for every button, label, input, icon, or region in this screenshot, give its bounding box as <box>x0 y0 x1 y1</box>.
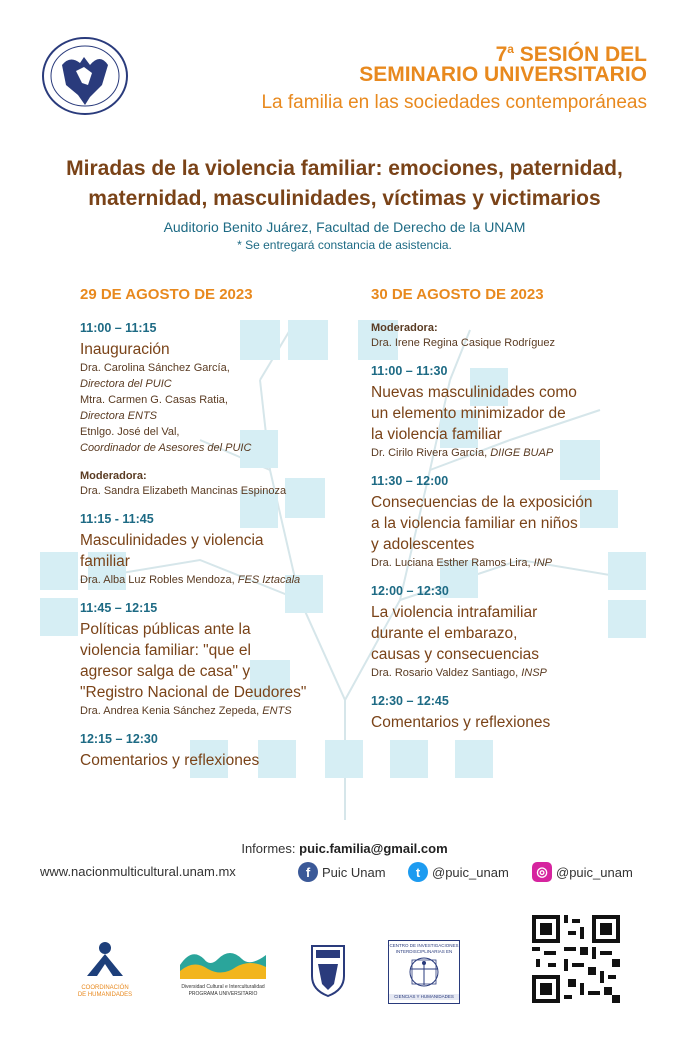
event-title: Miradas de la violencia familiar: emociones, paternidad, maternidad, masculinidades, víctimas y victimarios <box>66 157 623 210</box>
session-time: 12:30 – 12:45 <box>371 694 449 708</box>
facebook-link[interactable]: f Puic Unam <box>298 862 386 882</box>
day1-column <box>80 286 380 784</box>
day1-moderator <box>80 469 380 499</box>
session-title: Comentarios y reflexiones <box>80 752 260 769</box>
facebook-icon: f <box>298 862 318 882</box>
day2-session4 <box>371 694 671 733</box>
twitter-icon: t <box>408 862 428 882</box>
day2-date: 30 DE AGOSTO DE 2023 <box>371 286 544 303</box>
day2-moderator <box>371 321 671 351</box>
twitter-link[interactable]: t @puic_unam <box>408 862 509 882</box>
speaker-role: Coordinador de Asesores del PUIC <box>80 442 252 454</box>
moderator-label: Moderadora: <box>80 470 147 482</box>
speaker: Dra. Rosario Valdez Santiago, INSP <box>371 667 547 679</box>
day1-session4 <box>80 732 380 771</box>
day1-session1 <box>80 321 380 456</box>
speaker-role: Directora ENTS <box>80 410 158 422</box>
speaker: Dra. Alba Luz Robles Mendoza, FES Iztacala <box>80 574 301 586</box>
session-time: 11:15 - 11:45 <box>80 512 154 526</box>
speaker: Dra. Carolina Sánchez García, <box>80 362 230 374</box>
diversidad-cultural-logo: Diversidad Cultural e Interculturalidad PROGRAMA UNIVERSITARIO <box>176 945 270 1001</box>
session-title: Nuevas masculinidades como un elemento minimizador de la violencia familiar <box>371 384 577 443</box>
speaker-role: Directora del PUIC <box>80 378 172 390</box>
session-title: Inauguración <box>80 341 170 358</box>
attendance-note: * Se entregará constancia de asistencia. <box>237 238 452 252</box>
unam-logo <box>40 35 130 117</box>
session-title: Políticas públicas ante la violencia familiar: "que el agresor salga de casa" y "Registro Nacional de Deudores" <box>80 621 307 701</box>
qr-code[interactable] <box>532 915 620 1003</box>
speaker: Mtra. Carmen G. Casas Ratia, <box>80 394 228 406</box>
seminar-heading: SEMINARIO UNIVERSITARIO <box>359 63 647 86</box>
day2-session3 <box>371 584 671 681</box>
moderator-label: Moderadora: <box>371 322 438 334</box>
contact-info: Informes: puic.familia@gmail.com <box>241 841 448 856</box>
day2-session1 <box>371 364 671 461</box>
venue: Auditorio Benito Juárez, Facultad de Derecho de la UNAM <box>163 219 526 235</box>
session-title: Masculinidades y violencia familiar <box>80 532 264 570</box>
session-title: La violencia intrafamiliar durante el embarazo, causas y consecuencias <box>371 604 540 663</box>
session-title: Comentarios y reflexiones <box>371 714 551 731</box>
session-time: 11:30 – 12:00 <box>371 474 449 488</box>
speaker: Dra. Luciana Esther Ramos Lira, INP <box>371 557 552 569</box>
speaker: Dr. Cirilo Rivera García, DIIGE BUAP <box>371 447 554 459</box>
day2-column <box>371 286 671 746</box>
session-time: 11:45 – 12:15 <box>80 601 158 615</box>
session-title: Consecuencias de la exposición a la violencia familiar en niños y adolescentes <box>371 494 593 553</box>
website-link[interactable]: www.nacionmulticultural.unam.mx <box>40 864 236 879</box>
moderator-name: Dra. Sandra Elizabeth Mancinas Espinoza <box>80 485 287 497</box>
session-time: 12:00 – 12:30 <box>371 584 449 598</box>
instagram-icon: ◎ <box>532 862 552 882</box>
day1-session2 <box>80 512 380 588</box>
bg-square <box>40 552 78 590</box>
instagram-link[interactable]: ◎ @puic_unam <box>532 862 633 882</box>
session-time: 12:15 – 12:30 <box>80 732 158 746</box>
moderator-name: Dra. Irene Regina Casique Rodríguez <box>371 337 556 349</box>
day1-session3 <box>80 601 380 719</box>
unam-shield-logo <box>308 942 348 998</box>
social-bar <box>40 862 650 884</box>
session-heading: 7$^a$ SESIÓN DEL <box>495 42 647 66</box>
speaker: Etnlgo. José del Val, <box>80 426 180 438</box>
ceiich-logo: CENTRO DE INVESTIGACIONES INTERDISCIPLINARIAS EN CIENCIAS Y HUMANIDADES <box>388 940 460 1004</box>
coordinacion-humanidades-logo: COORDINACIÓN DE HUMANIDADES <box>75 940 135 1002</box>
contact-email[interactable]: puic.familia@gmail.com <box>299 841 448 856</box>
bg-square <box>40 598 78 636</box>
day2-session2 <box>371 474 671 571</box>
session-time: 11:00 – 11:30 <box>371 364 448 378</box>
session-time: 11:00 – 11:15 <box>80 321 157 335</box>
speaker: Dra. Andrea Kenia Sánchez Zepeda, ENTS <box>80 705 292 717</box>
seminar-subtitle: La familia en las sociedades contemporáneas <box>261 92 647 113</box>
day1-date: 29 DE AGOSTO DE 2023 <box>80 286 253 303</box>
